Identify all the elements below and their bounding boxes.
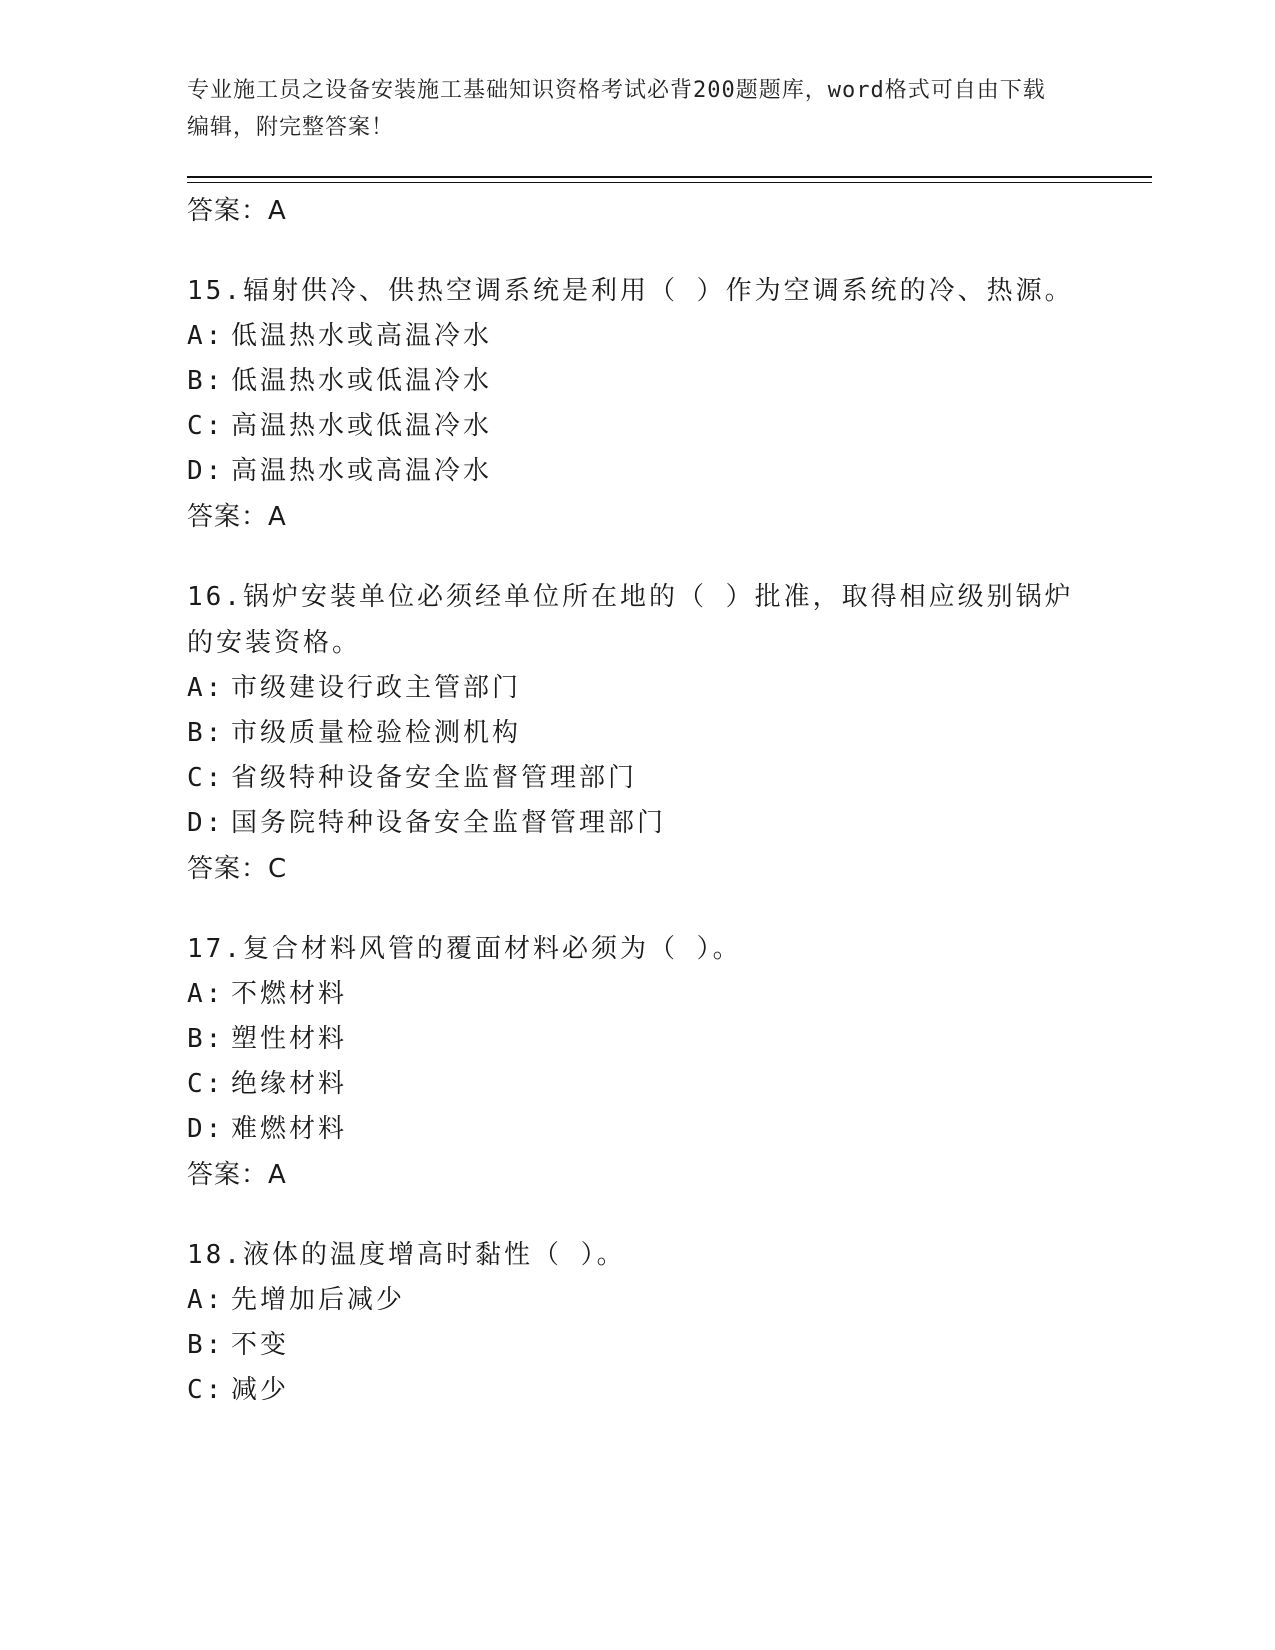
option-c <box>187 756 1087 801</box>
header-rule-thin <box>187 182 1152 183</box>
option-a <box>187 1278 1087 1323</box>
option-text: 高温热水或高温冷水 <box>231 456 493 486</box>
option-text: 塑性材料 <box>231 1024 348 1054</box>
option-letter: B: <box>187 1330 225 1360</box>
option-b <box>187 1017 1087 1062</box>
option-c <box>187 1368 1087 1413</box>
option-letter: B: <box>187 366 225 396</box>
page-header: 专业施工员之设备安装施工基础知识资格考试必背200题题库，word格式可自由下载编辑，附完整答案！ <box>187 78 1046 140</box>
option-letter: C: <box>187 763 225 793</box>
option-d <box>187 801 1087 846</box>
option-b <box>187 359 1087 404</box>
question-text: 18.液体的温度增高时黏性（ ）。 <box>187 1240 626 1270</box>
answer-line: 答案：A <box>187 196 287 226</box>
option-letter: A: <box>187 321 225 351</box>
option-d <box>187 449 1087 494</box>
option-text: 市级质量检验检测机构 <box>231 718 522 748</box>
answer-line: 答案：C <box>187 854 288 884</box>
option-text: 低温热水或高温冷水 <box>231 321 493 351</box>
option-text: 先增加后减少 <box>231 1285 406 1315</box>
option-b <box>187 711 1087 756</box>
option-letter: B: <box>187 718 225 748</box>
option-text: 不燃材料 <box>231 979 348 1009</box>
option-text: 市级建设行政主管部门 <box>231 673 522 703</box>
option-text: 难燃材料 <box>231 1114 348 1144</box>
option-letter: C: <box>187 1375 225 1405</box>
question-text: 17.复合材料风管的覆面材料必须为（ ）。 <box>187 934 742 964</box>
option-text: 国务院特种设备安全监督管理部门 <box>231 808 667 838</box>
option-a <box>187 666 1087 711</box>
option-text: 低温热水或低温冷水 <box>231 366 493 396</box>
option-letter: C: <box>187 411 225 441</box>
header-rule-thick <box>187 176 1152 178</box>
option-letter: A: <box>187 1285 225 1315</box>
option-a <box>187 972 1087 1017</box>
option-text: 高温热水或低温冷水 <box>231 411 493 441</box>
option-letter: C: <box>187 1069 225 1099</box>
question-list <box>187 188 1087 1413</box>
option-text: 减少 <box>231 1375 290 1405</box>
option-text: 不变 <box>231 1330 290 1360</box>
question-text: 16.锅炉安装单位必须经单位所在地的（ ）批准，取得相应级别锅炉的安装资格。 <box>187 582 1074 658</box>
option-c <box>187 1062 1087 1107</box>
option-text: 省级特种设备安全监督管理部门 <box>231 763 638 793</box>
option-letter: D: <box>187 456 225 486</box>
answer-line: 答案：A <box>187 1160 287 1190</box>
question-text: 15.辐射供冷、供热空调系统是利用（ ）作为空调系统的冷、热源。 <box>187 276 1074 306</box>
option-c <box>187 404 1087 449</box>
option-b <box>187 1323 1087 1368</box>
option-letter: D: <box>187 808 225 838</box>
option-letter: D: <box>187 1114 225 1144</box>
option-a <box>187 314 1087 359</box>
option-text: 绝缘材料 <box>231 1069 348 1099</box>
option-letter: A: <box>187 673 225 703</box>
option-letter: B: <box>187 1024 225 1054</box>
answer-line: 答案：A <box>187 502 287 532</box>
option-d <box>187 1107 1087 1152</box>
option-letter: A: <box>187 979 225 1009</box>
